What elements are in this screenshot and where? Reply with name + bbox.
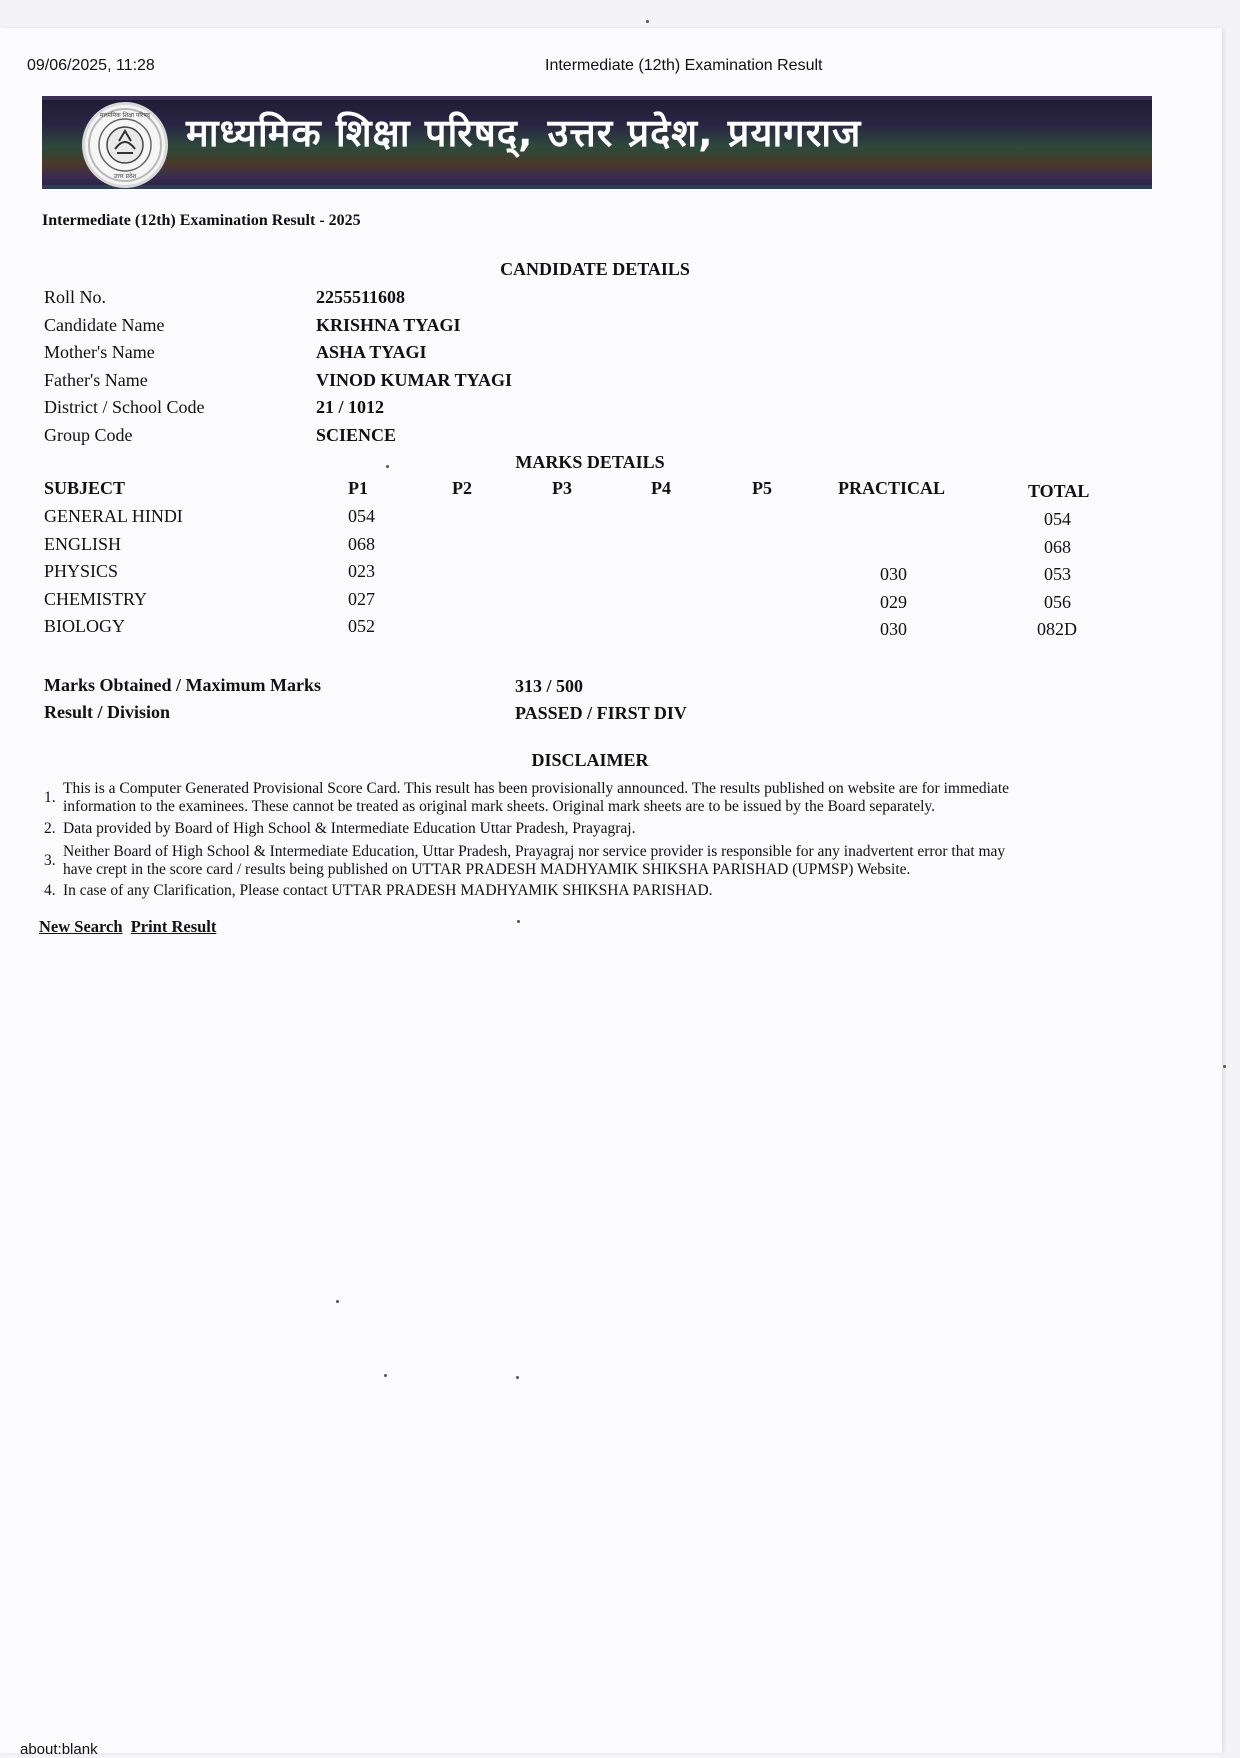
disclaimer-number: 3. <box>44 852 56 869</box>
practical-mark: 029 <box>880 591 907 612</box>
print-page-title: Intermediate (12th) Examination Result <box>545 57 823 74</box>
disclaimer-number: 2. <box>44 820 56 837</box>
subject-name: BIOLOGY <box>44 616 125 636</box>
total-mark: 082D <box>1037 619 1077 639</box>
candidate-row-district <box>44 394 512 422</box>
candidate-row-mother <box>44 339 512 367</box>
disclaimer-number: 1. <box>44 789 56 806</box>
candidate-row-roll <box>44 284 512 312</box>
header-p3: P3 <box>552 478 572 498</box>
marks-obtained-label: Marks Obtained / Maximum Marks <box>44 675 321 695</box>
seal-text-bottom: उत्तर प्रदेश <box>113 173 137 180</box>
board-seal-logo <box>82 102 168 188</box>
scan-speck <box>646 20 649 23</box>
practical-mark: 030 <box>880 619 907 639</box>
subject-name: PHYSICS <box>44 561 119 581</box>
table-row <box>0 589 1240 616</box>
disclaimer-text-line: This is a Computer Generated Provisional Score Card. This result has been provisionally announced. The results published on website are for immediate <box>63 780 1009 797</box>
total-mark: 068 <box>1044 536 1071 557</box>
father-name-label: Father's Name <box>44 369 148 390</box>
disclaimer-text-line: In case of any Clarification, Please contact UTTAR PRADESH MADHYAMIK SHIKSHA PARISHAD. <box>63 882 713 899</box>
p1-mark: 023 <box>348 561 375 581</box>
header-practical: PRACTICAL <box>838 478 946 498</box>
scan-speck <box>516 1376 519 1379</box>
header-p1: P1 <box>348 478 368 498</box>
roll-no-value: 2255511608 <box>316 287 406 308</box>
candidate-details-table <box>44 284 512 449</box>
mother-name-label: Mother's Name <box>44 342 155 363</box>
total-mark: 053 <box>1044 564 1071 584</box>
candidate-row-father <box>44 367 512 395</box>
candidate-name-value: KRISHNA TYAGI <box>316 314 461 335</box>
print-result-link[interactable]: Print Result <box>130 917 217 936</box>
scan-speck <box>384 1374 387 1377</box>
header-p2: P2 <box>452 478 472 498</box>
header-subject: SUBJECT <box>44 478 126 498</box>
p1-mark: 052 <box>348 616 375 636</box>
scan-speck <box>386 465 389 468</box>
disclaimer-text-line: have crept in the score card / results being published on UTTAR PRADESH MADHYAMIK SHIKSHA PARISHAD (UPMSP) Website. <box>63 861 911 878</box>
result-division-label: Result / Division <box>44 702 171 722</box>
p1-mark: 054 <box>348 506 375 526</box>
board-title: माध्यमिक शिक्षा परिषद्, उत्तर प्रदेश, प्रयागराज <box>186 111 862 155</box>
marks-obtained-value: 313 / 500 <box>515 676 584 696</box>
print-footer-url: about:blank <box>20 1741 98 1758</box>
scan-speck <box>517 920 520 923</box>
candidate-name-label: Candidate Name <box>44 314 165 335</box>
disclaimer-title: DISCLAIMER <box>531 750 649 770</box>
header-p5: P5 <box>752 478 772 498</box>
scan-speck <box>336 1300 339 1303</box>
header-p4: P4 <box>651 478 671 498</box>
print-datetime: 09/06/2025, 11:28 <box>27 57 155 74</box>
seal-text-top: माध्यमिक शिक्षा परिषद् <box>99 112 151 119</box>
district-school-label: District / School Code <box>44 397 205 418</box>
table-row <box>0 616 1240 643</box>
result-links <box>39 917 220 937</box>
board-banner <box>42 96 1152 189</box>
practical-mark: 030 <box>880 564 907 584</box>
marks-table-header <box>0 478 1240 502</box>
table-row <box>0 561 1240 588</box>
group-code-label: Group Code <box>44 424 133 445</box>
result-heading: Intermediate (12th) Examination Result - 2025 <box>42 212 361 229</box>
new-search-link[interactable]: New Search <box>39 917 123 936</box>
scan-speck <box>1223 1065 1226 1068</box>
header-total: TOTAL <box>1028 481 1090 501</box>
district-school-value: 21 / 1012 <box>316 397 385 418</box>
group-code-value: SCIENCE <box>316 424 397 445</box>
total-mark: 056 <box>1044 591 1071 612</box>
candidate-details-title: CANDIDATE DETAILS <box>500 259 690 279</box>
subject-name: CHEMISTRY <box>44 588 148 609</box>
list-item <box>44 780 1144 816</box>
disclaimer-number: 4. <box>44 882 56 899</box>
father-name-value: VINOD KUMAR TYAGI <box>316 369 513 390</box>
candidate-row-group <box>44 422 512 450</box>
total-mark: 054 <box>1044 509 1071 529</box>
disclaimer-text-line: Data provided by Board of High School & Intermediate Education Uttar Pradesh, Prayagraj. <box>63 820 636 837</box>
seal-emblem-icon <box>85 105 165 185</box>
p1-mark: 027 <box>348 588 375 609</box>
disclaimer-text-line: Neither Board of High School & Intermediate Education, Uttar Pradesh, Prayagraj nor service provider is responsible for any inadvertent error that may <box>63 843 1006 860</box>
subject-name: GENERAL HINDI <box>44 506 183 526</box>
result-division-value: PASSED / FIRST DIV <box>515 703 687 723</box>
disclaimer-list <box>44 780 1144 903</box>
p1-mark: 068 <box>348 533 375 554</box>
list-item <box>44 820 1144 838</box>
list-item <box>44 882 1144 900</box>
marks-details-title: MARKS DETAILS <box>515 452 665 472</box>
table-row <box>0 534 1240 561</box>
table-row <box>0 506 1240 533</box>
candidate-row-name <box>44 312 512 340</box>
subject-name: ENGLISH <box>44 533 121 554</box>
disclaimer-text-line: information to the examinees. These cannot be treated as original mark sheets. Original mark sheets are to be issued by the Board separately. <box>63 798 936 815</box>
roll-no-label: Roll No. <box>44 287 107 308</box>
list-item <box>44 843 1144 879</box>
mother-name-value: ASHA TYAGI <box>316 342 427 363</box>
